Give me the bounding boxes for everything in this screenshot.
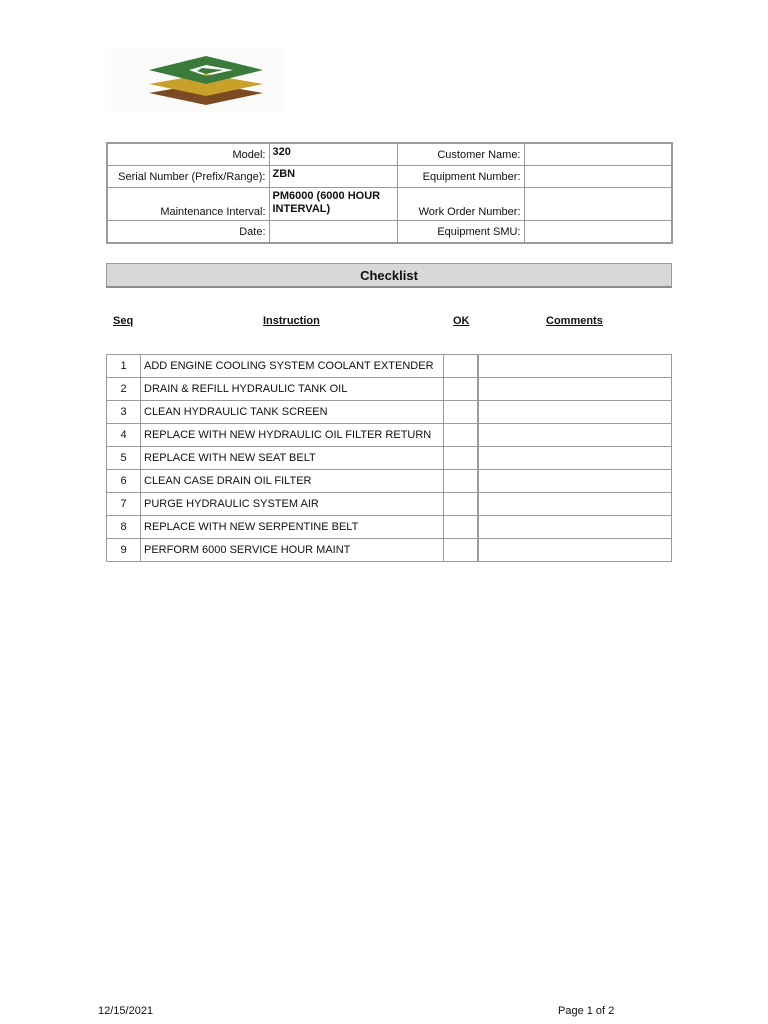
comments-cell[interactable] (478, 470, 672, 493)
checklist-row (107, 539, 672, 562)
ok-cell[interactable] (444, 401, 479, 424)
ok-cell[interactable] (444, 378, 479, 401)
seq-cell: 9 (107, 539, 141, 562)
info-row (107, 188, 672, 221)
serial-number-label: Serial Number (Prefix/Range): (107, 166, 269, 188)
seq-cell: 8 (107, 516, 141, 539)
comments-cell[interactable] (478, 355, 672, 378)
customer-name-label: Customer Name: (397, 143, 524, 166)
ok-cell[interactable] (444, 493, 479, 516)
maintenance-interval-value[interactable]: PM6000 (6000 HOUR INTERVAL) (269, 188, 397, 221)
ok-cell[interactable] (444, 447, 479, 470)
ok-header: OK (453, 315, 470, 327)
footer-page-number: Page 1 of 2 (558, 1005, 615, 1017)
work-order-number-label: Work Order Number: (397, 188, 524, 221)
comments-cell[interactable] (478, 401, 672, 424)
comments-header: Comments (546, 315, 603, 327)
checklist-row (107, 378, 672, 401)
company-logo (105, 47, 285, 113)
serial-number-value[interactable]: ZBN (269, 166, 397, 188)
checklist-row (107, 355, 672, 378)
equipment-smu-value[interactable] (524, 221, 672, 244)
ok-cell[interactable] (444, 424, 479, 447)
checklist-row (107, 447, 672, 470)
work-order-number-value[interactable] (524, 188, 672, 221)
instruction-cell: DRAIN & REFILL HYDRAULIC TANK OIL (141, 378, 444, 401)
checklist-table (106, 354, 672, 562)
comments-cell[interactable] (478, 424, 672, 447)
equipment-info-table (106, 142, 673, 244)
checklist-row (107, 401, 672, 424)
seq-cell: 4 (107, 424, 141, 447)
seq-cell: 7 (107, 493, 141, 516)
seq-cell: 3 (107, 401, 141, 424)
instruction-cell: REPLACE WITH NEW HYDRAULIC OIL FILTER RETURN (141, 424, 444, 447)
ok-cell[interactable] (444, 355, 479, 378)
customer-name-value[interactable] (524, 143, 672, 166)
seq-cell: 2 (107, 378, 141, 401)
checklist-row (107, 516, 672, 539)
equipment-smu-label: Equipment SMU: (397, 221, 524, 244)
checklist-title: Checklist (106, 263, 672, 288)
comments-cell[interactable] (478, 493, 672, 516)
checklist-row (107, 470, 672, 493)
info-row (107, 221, 672, 244)
date-label: Date: (107, 221, 269, 244)
instruction-cell: REPLACE WITH NEW SERPENTINE BELT (141, 516, 444, 539)
model-label: Model: (107, 143, 269, 166)
seq-cell: 1 (107, 355, 141, 378)
maintenance-interval-label: Maintenance Interval: (107, 188, 269, 221)
ok-cell[interactable] (444, 539, 479, 562)
checklist-row (107, 424, 672, 447)
instruction-cell: PURGE HYDRAULIC SYSTEM AIR (141, 493, 444, 516)
equipment-number-label: Equipment Number: (397, 166, 524, 188)
instruction-cell: ADD ENGINE COOLING SYSTEM COOLANT EXTENDER (141, 355, 444, 378)
instruction-cell: PERFORM 6000 SERVICE HOUR MAINT (141, 539, 444, 562)
seq-header: Seq (113, 315, 134, 327)
comments-cell[interactable] (478, 447, 672, 470)
instruction-header: Instruction (263, 315, 320, 327)
seq-cell: 5 (107, 447, 141, 470)
instruction-cell: CLEAN HYDRAULIC TANK SCREEN (141, 401, 444, 424)
seq-cell: 6 (107, 470, 141, 493)
instruction-cell: REPLACE WITH NEW SEAT BELT (141, 447, 444, 470)
info-row (107, 143, 672, 166)
comments-cell[interactable] (478, 378, 672, 401)
instruction-cell: CLEAN CASE DRAIN OIL FILTER (141, 470, 444, 493)
info-row (107, 166, 672, 188)
ok-cell[interactable] (444, 516, 479, 539)
ok-cell[interactable] (444, 470, 479, 493)
model-value[interactable]: 320 (269, 143, 397, 166)
comments-cell[interactable] (478, 539, 672, 562)
footer-date: 12/15/2021 (98, 1005, 154, 1017)
comments-cell[interactable] (478, 516, 672, 539)
date-value[interactable] (269, 221, 397, 244)
equipment-number-value[interactable] (524, 166, 672, 188)
checklist-row (107, 493, 672, 516)
